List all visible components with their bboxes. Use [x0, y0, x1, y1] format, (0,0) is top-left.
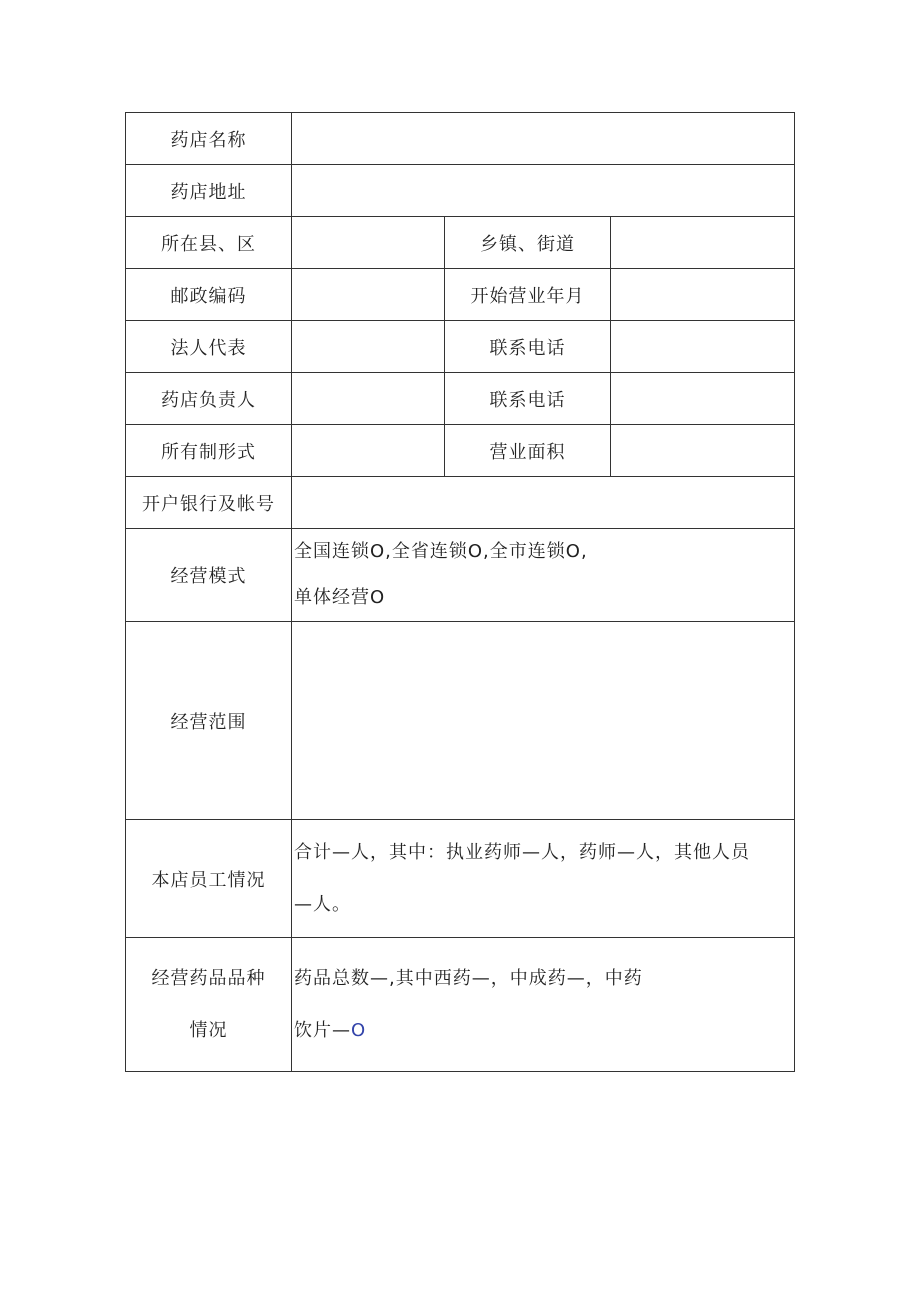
staff-field[interactable]	[292, 820, 795, 938]
row-manager	[126, 373, 795, 425]
row-county-township	[126, 217, 795, 269]
staff-label: 本店员工情况	[126, 820, 292, 938]
operation-mode-field[interactable]	[292, 529, 795, 622]
pharmacy-address-label: 药店地址	[126, 165, 292, 217]
pharmacy-registration-form	[125, 112, 795, 1072]
county-district-label: 所在县、区	[126, 217, 292, 269]
township-street-field[interactable]	[611, 217, 795, 269]
drug-variety-text-line: 药品总数—,其中西药—，中成药—，中药	[294, 967, 643, 989]
business-start-field[interactable]	[611, 269, 795, 321]
drug-variety-label-line: 情况	[189, 1019, 228, 1041]
operation-mode-options-line: 全国连锁O,全省连锁O,全市连锁O,	[294, 541, 588, 562]
business-area-field[interactable]	[611, 425, 795, 477]
row-staff	[126, 820, 795, 938]
ownership-field[interactable]	[292, 425, 445, 477]
pharmacy-manager-label: 药店负责人	[126, 373, 292, 425]
staff-text-line: —人。	[294, 893, 351, 915]
business-start-label: 开始营业年月	[445, 269, 611, 321]
pharmacy-name-label: 药店名称	[126, 113, 292, 165]
pharmacy-name-field[interactable]	[292, 113, 795, 165]
row-business-scope	[126, 622, 795, 820]
legal-rep-field[interactable]	[292, 321, 445, 373]
operation-mode-options-line: 单体经营O	[294, 587, 386, 608]
contact-phone-label: 联系电话	[445, 373, 611, 425]
operation-mode-label: 经营模式	[126, 529, 292, 622]
row-pharmacy-name	[126, 113, 795, 165]
row-pharmacy-address	[126, 165, 795, 217]
legal-rep-phone-field[interactable]	[611, 321, 795, 373]
business-scope-field[interactable]	[292, 622, 795, 820]
drug-variety-label-line: 经营药品品种	[151, 967, 266, 989]
postal-code-label: 邮政编码	[126, 269, 292, 321]
row-bank-account	[126, 477, 795, 529]
row-postal-start	[126, 269, 795, 321]
pharmacy-manager-field[interactable]	[292, 373, 445, 425]
manager-phone-field[interactable]	[611, 373, 795, 425]
bank-account-field[interactable]	[292, 477, 795, 529]
row-legal-rep	[126, 321, 795, 373]
row-operation-mode	[126, 529, 795, 622]
staff-text-line: 合计—人，其中：执业药师—人，药师—人，其他人员	[294, 841, 750, 863]
pharmacy-address-field[interactable]	[292, 165, 795, 217]
ownership-label: 所有制形式	[126, 425, 292, 477]
row-ownership	[126, 425, 795, 477]
county-district-field[interactable]	[292, 217, 445, 269]
postal-code-field[interactable]	[292, 269, 445, 321]
drug-variety-pieces-text: 饮片—	[294, 1019, 351, 1041]
drug-variety-text-line	[294, 1005, 794, 1057]
business-area-label: 营业面积	[445, 425, 611, 477]
bank-account-label: 开户银行及帐号	[126, 477, 292, 529]
circle-mark: O	[351, 1019, 367, 1041]
business-scope-label: 经营范围	[126, 622, 292, 820]
drug-variety-field[interactable]	[292, 938, 795, 1072]
township-street-label: 乡镇、街道	[445, 217, 611, 269]
drug-variety-label	[126, 938, 292, 1072]
legal-rep-label: 法人代表	[126, 321, 292, 373]
row-drug-variety	[126, 938, 795, 1072]
contact-phone-label: 联系电话	[445, 321, 611, 373]
